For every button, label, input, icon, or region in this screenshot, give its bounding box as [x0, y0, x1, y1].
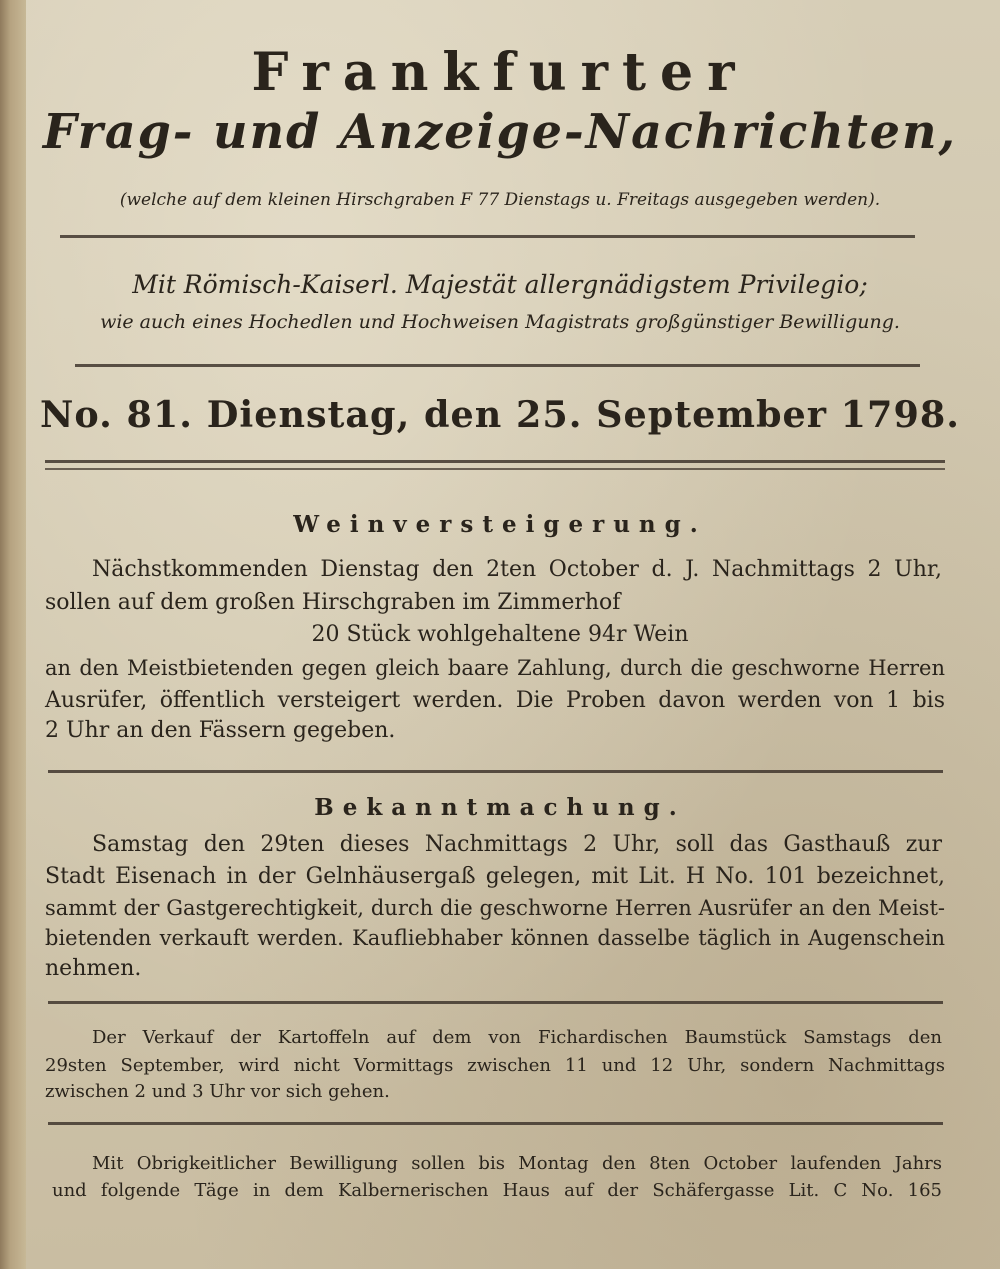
notice2-line4: bietenden verkauft werden. Kaufliebhaber können dasselbe täglich in Augenschein: [45, 926, 945, 950]
masthead-subtitle: (welche auf dem kleinen Hirschgraben F 77 Dienstags u. Freitags ausgegeben werden).: [119, 190, 881, 210]
masthead-title-line2: Frag- und Anzeige-Nachrichten,: [42, 104, 958, 160]
notice2-line1: Samstag den 29ten dieses Nachmittags 2 Uhr, soll das Gasthauß zur: [92, 832, 942, 857]
notice1-line6: 2 Uhr an den Fässern gegeben.: [45, 718, 396, 743]
notice1-heading: Weinversteigerung.: [293, 511, 707, 538]
privilege-line1: Mit Römisch-Kaiserl. Majestät allergnädigstem Privilegio;: [132, 270, 868, 299]
notice1-line4: an den Meistbietenden gegen gleich baare Zahlung, durch die geschworne Herren: [45, 656, 945, 680]
notice1-line3: 20 Stück wohlgehaltene 94r Wein: [311, 622, 689, 647]
book-binding-edge: [0, 0, 26, 1269]
notice2-line2: Stadt Eisenach in der Gelnhäusergaß gelegen, mit Lit. H No. 101 bezeichnet,: [45, 864, 945, 889]
issue-line: No. 81. Dienstag, den 25. September 1798.: [40, 393, 960, 436]
divider-rule: [48, 1001, 943, 1004]
divider-rule: [48, 1122, 943, 1125]
notice3-line2: 29sten September, wird nicht Vormittags zwischen 11 und 12 Uhr, sondern Nachmittags: [45, 1055, 945, 1076]
notice4-line2: und folgende Täge in dem Kalbernerischen Haus auf der Schäfergasse Lit. C No. 165: [52, 1180, 942, 1201]
notice2-heading: Bekanntmachung.: [314, 794, 686, 821]
notice2-line5: nehmen.: [45, 956, 142, 981]
notice1-line5: Ausrüfer, öffentlich versteigert werden. Die Proben davon werden von 1 bis: [45, 688, 945, 713]
masthead-title-line1: Frankfurter: [251, 42, 749, 103]
divider-rule: [75, 364, 920, 367]
divider-rule: [60, 235, 915, 238]
divider-rule: [48, 770, 943, 773]
notice3-line1: Der Verkauf der Kartoffeln auf dem von Fichardischen Baumstück Samstags den: [92, 1027, 942, 1048]
divider-rule: [45, 460, 945, 463]
notice1-line2: sollen auf dem großen Hirschgraben im Zimmerhof: [45, 590, 621, 615]
notice3-line3: zwischen 2 und 3 Uhr vor sich gehen.: [45, 1081, 390, 1102]
notice1-line1: Nächstkommenden Dienstag den 2ten October d. J. Nachmittags 2 Uhr,: [92, 557, 942, 582]
privilege-line2: wie auch eines Hochedlen und Hochweisen Magistrats großgünstiger Bewilligung.: [100, 311, 900, 333]
notice2-line3: sammt der Gastgerechtigkeit, durch die geschworne Herren Ausrüfer an den Meist-: [45, 896, 945, 920]
divider-rule: [45, 468, 945, 470]
notice4-line1: Mit Obrigkeitlicher Bewilligung sollen bis Montag den 8ten October laufenden Jahrs: [92, 1153, 942, 1174]
